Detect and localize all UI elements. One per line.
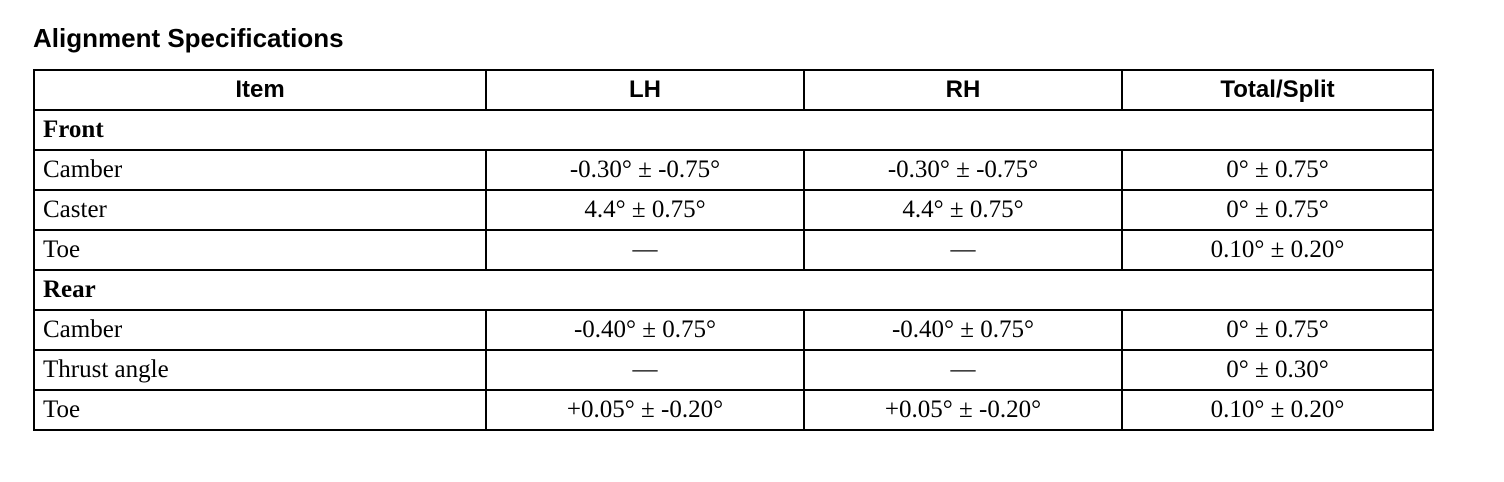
- table-row: [34, 230, 1433, 270]
- cell-item: Toe: [34, 230, 486, 270]
- cell-rh: -0.40° ± 0.75°: [804, 310, 1122, 350]
- cell-item: Toe: [34, 390, 486, 430]
- section-row-rear: [34, 270, 1433, 310]
- cell-rh: —: [804, 230, 1122, 270]
- cell-rh: -0.30° ± -0.75°: [804, 150, 1122, 190]
- header-total-split: Total/Split: [1122, 70, 1433, 110]
- cell-item: Camber: [34, 310, 486, 350]
- section-label-rear: Rear: [34, 270, 1433, 310]
- cell-item: Thrust angle: [34, 350, 486, 390]
- cell-rh: 4.4° ± 0.75°: [804, 190, 1122, 230]
- cell-item: Caster: [34, 190, 486, 230]
- cell-rh: —: [804, 350, 1122, 390]
- cell-rh: +0.05° ± -0.20°: [804, 390, 1122, 430]
- cell-total-split: 0° ± 0.30°: [1122, 350, 1433, 390]
- section-row-front: [34, 110, 1433, 150]
- table-row: [34, 190, 1433, 230]
- table-row: [34, 150, 1433, 190]
- header-row: [34, 70, 1433, 110]
- table-row: [34, 390, 1433, 430]
- section-label-front: Front: [34, 110, 1433, 150]
- page-title: Alignment Specifications: [33, 23, 344, 53]
- cell-lh: -0.40° ± 0.75°: [486, 310, 804, 350]
- cell-total-split: 0° ± 0.75°: [1122, 190, 1433, 230]
- cell-item: Camber: [34, 150, 486, 190]
- table-row: [34, 350, 1433, 390]
- cell-lh: —: [486, 230, 804, 270]
- alignment-spec-table: [33, 69, 1434, 431]
- cell-lh: —: [486, 350, 804, 390]
- cell-total-split: 0.10° ± 0.20°: [1122, 390, 1433, 430]
- header-lh: LH: [486, 70, 804, 110]
- cell-total-split: 0° ± 0.75°: [1122, 310, 1433, 350]
- cell-lh: 4.4° ± 0.75°: [486, 190, 804, 230]
- cell-lh: +0.05° ± -0.20°: [486, 390, 804, 430]
- header-rh: RH: [804, 70, 1122, 110]
- header-item: Item: [34, 70, 486, 110]
- cell-lh: -0.30° ± -0.75°: [486, 150, 804, 190]
- cell-total-split: 0.10° ± 0.20°: [1122, 230, 1433, 270]
- table-row: [34, 310, 1433, 350]
- cell-total-split: 0° ± 0.75°: [1122, 150, 1433, 190]
